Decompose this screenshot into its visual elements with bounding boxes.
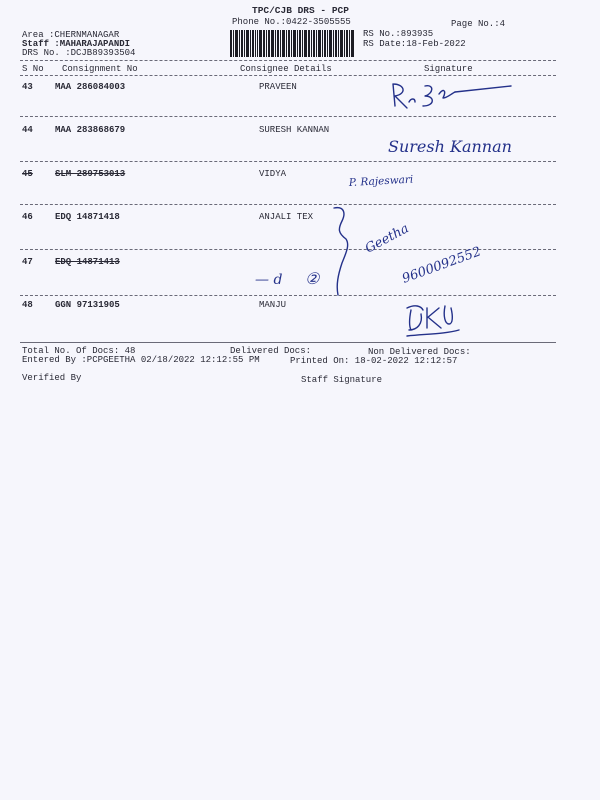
signature-row-47-circle: ② bbox=[305, 269, 320, 288]
staff-signature: Staff Signature bbox=[301, 375, 383, 385]
column-signature: Signature bbox=[424, 64, 473, 74]
header-bottom-divider bbox=[20, 75, 556, 76]
signature-row-48 bbox=[405, 300, 485, 340]
signature-row-46-phone: 9600092552 bbox=[400, 244, 484, 287]
total-docs: Total No. Of Docs: 48 bbox=[22, 346, 136, 356]
page-number: Page No.:4 bbox=[451, 19, 506, 29]
footer-divider bbox=[20, 342, 556, 343]
signature-row-46 bbox=[360, 215, 520, 290]
row-45-consignment: SLM 289753013 bbox=[55, 169, 126, 179]
row-45-sno: 45 bbox=[22, 169, 33, 179]
signature-row-47 bbox=[255, 262, 335, 292]
non-delivered-docs: Non Delivered Docs: bbox=[368, 347, 471, 357]
column-consignee: Consignee Details bbox=[240, 64, 332, 74]
barcode bbox=[230, 30, 354, 57]
row-45-consignee: VIDYA bbox=[259, 169, 287, 179]
barcode-graphic bbox=[230, 30, 354, 57]
signature-row-44 bbox=[380, 128, 530, 162]
document-title: TPC/CJB DRS - PCP bbox=[252, 5, 349, 16]
signature-row-46-name: Geetha bbox=[362, 221, 412, 257]
row-44-sno: 44 bbox=[22, 125, 33, 135]
row-48-consignee: MANJU bbox=[259, 300, 287, 310]
row-44-consignment: MAA 283868679 bbox=[55, 125, 126, 135]
row-47-divider bbox=[20, 295, 556, 296]
row-43-divider bbox=[20, 116, 556, 117]
verified-by: Verified By bbox=[22, 373, 82, 383]
phone-number: Phone No.:0422-3505555 bbox=[232, 17, 351, 27]
rs-number: RS No.:893935 bbox=[363, 29, 434, 39]
row-48-consignment: GGN 97131905 bbox=[55, 300, 120, 310]
column-consignment: Consignment No bbox=[62, 64, 138, 74]
signature-row-45-text: P. Rajeswari bbox=[348, 173, 414, 189]
row-47-consignment: EDQ 14871413 bbox=[55, 257, 120, 267]
column-sno: S No bbox=[22, 64, 44, 74]
signature-row-43 bbox=[385, 80, 525, 114]
rs-date: RS Date:18-Feb-2022 bbox=[363, 39, 466, 49]
row-45-divider bbox=[20, 204, 556, 205]
row-43-consignment: MAA 286084003 bbox=[55, 82, 126, 92]
printed-on: Printed On: 18-02-2022 12:12:57 bbox=[290, 356, 458, 366]
staff-label: Staff :MAHARAJAPANDI bbox=[22, 39, 131, 49]
row-48-sno: 48 bbox=[22, 300, 33, 310]
row-46-sno: 46 bbox=[22, 212, 33, 222]
row-44-consignee: SURESH KANNAN bbox=[259, 125, 330, 135]
row-46-consignment: EDQ 14871418 bbox=[55, 212, 120, 222]
header-top-divider bbox=[20, 60, 556, 61]
signature-row-44-text: Suresh Kannan bbox=[388, 137, 512, 156]
entered-by: Entered By :PCPGEETHA 02/18/2022 12:12:55 PM bbox=[22, 355, 260, 365]
row-46-consignee: ANJALI TEX bbox=[259, 212, 314, 222]
row-47-sno: 47 bbox=[22, 257, 33, 267]
signature-row-45 bbox=[345, 168, 455, 194]
row-43-consignee: PRAVEEN bbox=[259, 82, 297, 92]
delivered-docs: Delivered Docs: bbox=[230, 346, 312, 356]
area-label: Area :CHERNMANAGAR bbox=[22, 30, 120, 40]
row-43-sno: 43 bbox=[22, 82, 33, 92]
signature-row-47-mark: — d bbox=[255, 272, 283, 288]
drs-number: DRS No. :DCJB89393504 bbox=[22, 48, 136, 58]
